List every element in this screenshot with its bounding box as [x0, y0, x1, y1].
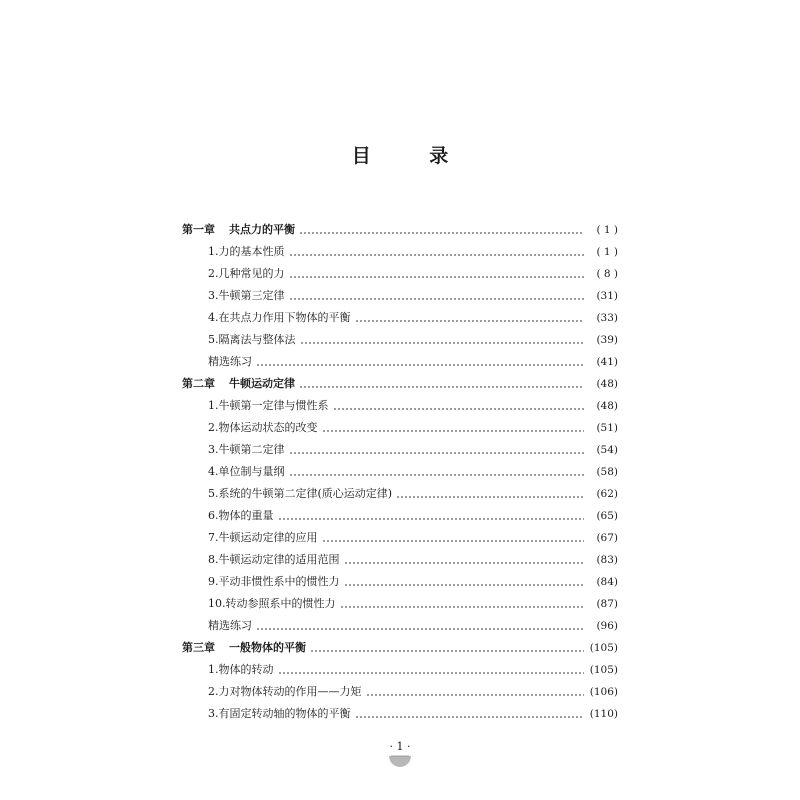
chapter-title: 牛顿运动定律: [229, 377, 295, 390]
chapter-title: 一般物体的平衡: [229, 641, 306, 654]
dot-leader: [310, 650, 584, 652]
toc-section[interactable]: [182, 439, 618, 461]
dot-leader: [289, 452, 585, 454]
dot-leader: [333, 408, 585, 410]
table-of-contents: [182, 219, 618, 725]
section-title: 8.牛顿运动定律的适用范围: [208, 553, 340, 566]
section-title: 精选练习: [208, 355, 252, 368]
page-reference: (62): [596, 488, 618, 500]
section-title: 4.在共点力作用下物体的平衡: [208, 311, 351, 324]
section-title: 2.力对物体转动的作用——力矩: [208, 685, 362, 698]
dot-leader: [289, 298, 585, 300]
page-reference: (33): [596, 312, 618, 324]
toc-section[interactable]: [182, 351, 618, 373]
page-reference: (51): [596, 422, 618, 434]
dot-leader: [355, 320, 585, 322]
section-title: 7.牛顿运动定律的应用: [208, 531, 318, 544]
section-title: 3.牛顿第二定律: [208, 443, 285, 456]
page-reference: ( 8 ): [596, 268, 618, 280]
page-footer: [370, 740, 430, 776]
toc-section[interactable]: [182, 681, 618, 703]
toc-section[interactable]: [182, 659, 618, 681]
dot-leader: [278, 518, 585, 520]
page-reference: (110): [589, 708, 618, 720]
chapter-number: 第一章: [182, 223, 215, 236]
toc-chapter-1[interactable]: [182, 219, 618, 241]
dot-leader: [256, 364, 584, 366]
section-title: 4.单位制与量纲: [208, 465, 285, 478]
page-reference: (96): [596, 620, 618, 632]
toc-section[interactable]: [182, 461, 618, 483]
section-title: 3.牛顿第三定律: [208, 289, 285, 302]
page-reference: ( 1 ): [596, 246, 618, 258]
dot-leader: [289, 254, 585, 256]
section-title: 9.平动非惯性系中的惯性力: [208, 575, 340, 588]
page-reference: (83): [596, 554, 618, 566]
dot-leader: [355, 716, 585, 718]
dot-leader: [340, 606, 585, 608]
dot-leader: [289, 474, 585, 476]
section-title: 精选练习: [208, 619, 252, 632]
toc-section[interactable]: [182, 527, 618, 549]
dot-leader: [322, 430, 585, 432]
toc-section[interactable]: [182, 615, 618, 637]
dot-leader: [322, 540, 585, 542]
toc-section[interactable]: [182, 285, 618, 307]
page-reference: (105): [589, 664, 618, 676]
section-title: 2.几种常见的力: [208, 267, 285, 280]
page-reference: (87): [596, 598, 618, 610]
section-title: 1.力的基本性质: [208, 245, 285, 258]
toc-section[interactable]: [182, 593, 618, 615]
toc-chapter-2[interactable]: [182, 373, 618, 395]
page-reference: (105): [589, 642, 618, 654]
page-reference: (39): [596, 334, 618, 346]
chapter-number: 第二章: [182, 377, 215, 390]
section-title: 1.物体的转动: [208, 663, 274, 676]
toc-section[interactable]: [182, 703, 618, 725]
toc-section[interactable]: [182, 505, 618, 527]
section-title: 1.牛顿第一定律与惯性系: [208, 399, 329, 412]
page-reference: (48): [596, 400, 618, 412]
toc-section[interactable]: [182, 307, 618, 329]
toc-section[interactable]: [182, 241, 618, 263]
page-reference: (31): [596, 290, 618, 302]
dot-leader: [278, 672, 585, 674]
toc-section[interactable]: [182, 263, 618, 285]
dot-leader: [366, 694, 585, 696]
dot-leader: [299, 386, 584, 388]
page-reference: ( 1 ): [596, 224, 618, 236]
dot-leader: [344, 562, 585, 564]
toc-section[interactable]: [182, 417, 618, 439]
page-reference: (58): [596, 466, 618, 478]
toc-section[interactable]: [182, 549, 618, 571]
toc-section[interactable]: [182, 571, 618, 593]
dot-leader: [256, 628, 584, 630]
section-title: 3.有固定转动轴的物体的平衡: [208, 707, 351, 720]
dot-leader: [300, 342, 585, 344]
toc-section[interactable]: [182, 329, 618, 351]
page-reference: (65): [596, 510, 618, 522]
page-reference: (84): [596, 576, 618, 588]
page-reference: (67): [596, 532, 618, 544]
section-title: 6.物体的重量: [208, 509, 274, 522]
chapter-number: 第三章: [182, 641, 215, 654]
page-number: · 1 ·: [389, 740, 411, 753]
toc-chapter-3[interactable]: [182, 637, 618, 659]
dot-leader: [289, 276, 585, 278]
toc-section[interactable]: [182, 395, 618, 417]
chapter-title: 共点力的平衡: [229, 223, 295, 236]
dot-leader: [396, 496, 584, 498]
dot-leader: [344, 584, 585, 586]
page-reference: (106): [589, 686, 618, 698]
section-title: 10.转动参照系中的惯性力: [208, 597, 336, 610]
page-ornament-icon: [388, 754, 412, 768]
toc-section[interactable]: [182, 483, 618, 505]
section-title: 5.隔离法与整体法: [208, 333, 296, 346]
section-title: 5.系统的牛顿第二定律(质心运动定律): [208, 487, 393, 500]
section-title: 2.物体运动状态的改变: [208, 421, 318, 434]
dot-leader: [299, 232, 584, 234]
page-reference: (48): [596, 378, 618, 390]
page-reference: (41): [596, 356, 618, 368]
page-title: 目 录: [351, 145, 475, 167]
page-reference: (54): [596, 444, 618, 456]
